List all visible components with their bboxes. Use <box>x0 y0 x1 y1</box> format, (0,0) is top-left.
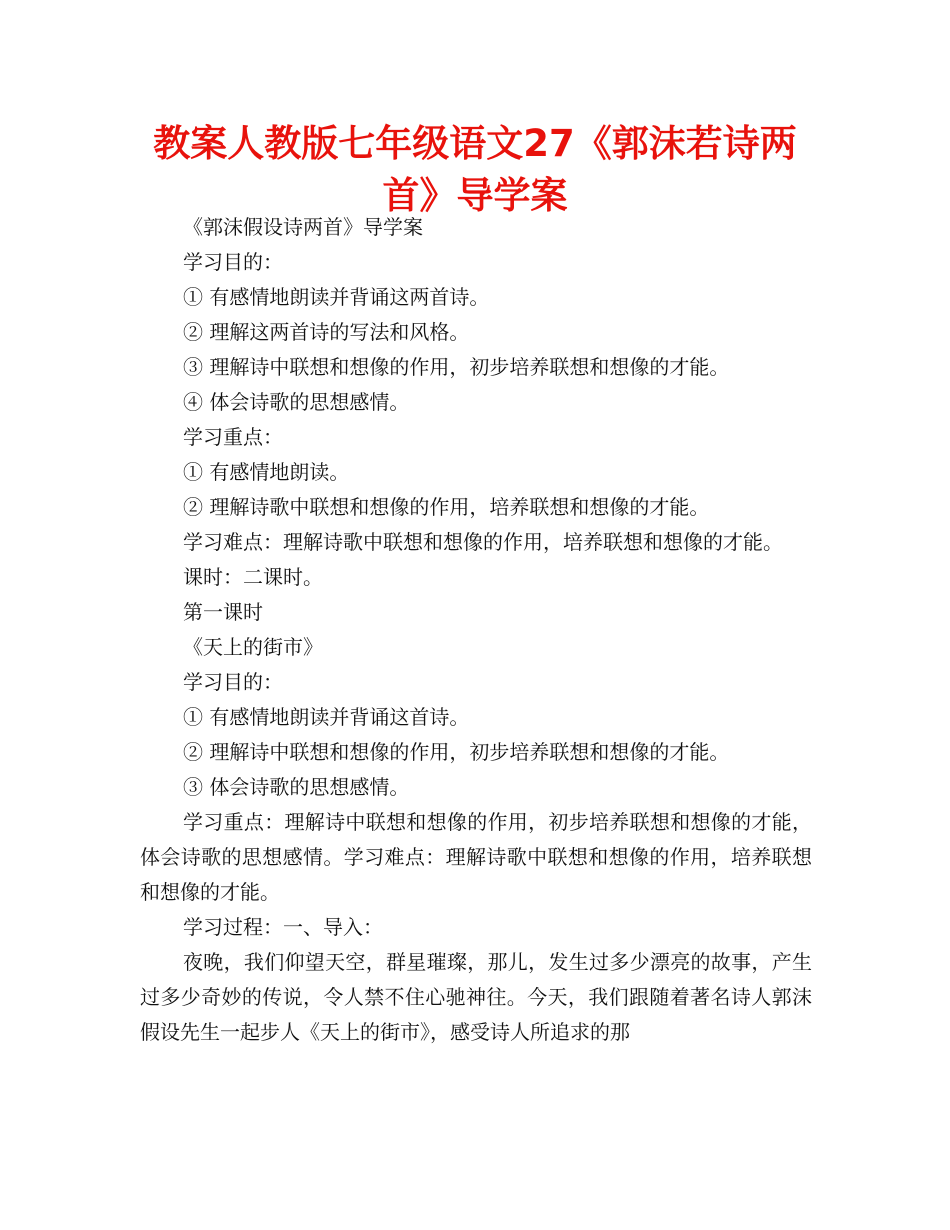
paragraph-process: 学习过程：一、导入： <box>183 915 383 939</box>
document-title: 教案人教版七年级语文27《郭沫若诗两首》导学案 <box>153 122 797 217</box>
paragraph-focus-1: ① 有感情地朗读。 <box>183 460 350 484</box>
paragraph-poem-title: 《天上的街市》 <box>183 635 323 659</box>
paragraph-lesson-goal-1: ① 有感情地朗读并背诵这首诗。 <box>183 705 470 729</box>
paragraph-subtitle: 《郭沫假设诗两首》导学案 <box>183 215 423 239</box>
paragraph-focus-2: ② 理解诗歌中联想和想像的作用，培养联想和想像的才能。 <box>183 495 710 519</box>
paragraph-introduction: 夜晚，我们仰望天空，群星璀璨，那儿，发生过多少漂亮的故事，产生过多少奇妙的传说，令人禁不住心驰神往。今天，我们跟随着著名诗人郭沫假设先生一起步人《天上的街市》，感受诗人所追求的那 <box>140 950 812 1044</box>
paragraph-goal-1: ① 有感情地朗读并背诵这两首诗。 <box>183 285 490 309</box>
paragraph-class-hours: 课时：二课时。 <box>183 565 323 589</box>
document-body <box>140 210 812 1050</box>
paragraph-goal-4: ④ 体会诗歌的思想感情。 <box>183 390 410 414</box>
paragraph-lesson-one: 第一课时 <box>183 600 263 624</box>
paragraph-lesson-goal-3: ③ 体会诗歌的思想感情。 <box>183 775 410 799</box>
paragraph-goal-3: ③ 理解诗中联想和想像的作用，初步培养联想和想像的才能。 <box>183 355 730 379</box>
paragraph-focus-heading: 学习重点： <box>183 425 283 449</box>
paragraph-lesson-goal-2: ② 理解诗中联想和想像的作用，初步培养联想和想像的才能。 <box>183 740 730 764</box>
paragraph-lesson-goals-heading: 学习目的： <box>183 670 283 694</box>
paragraph-goals-heading: 学习目的： <box>183 250 283 274</box>
paragraph-lesson-focus: 学习重点：理解诗中联想和想像的作用，初步培养联想和想像的才能，体会诗歌的思想感情。学习难点：理解诗歌中联想和想像的作用，培养联想和想像的才能。 <box>140 810 812 904</box>
paragraph-goal-2: ② 理解这两首诗的写法和风格。 <box>183 320 470 344</box>
paragraph-difficulty: 学习难点：理解诗歌中联想和想像的作用，培养联想和想像的才能。 <box>183 530 783 554</box>
